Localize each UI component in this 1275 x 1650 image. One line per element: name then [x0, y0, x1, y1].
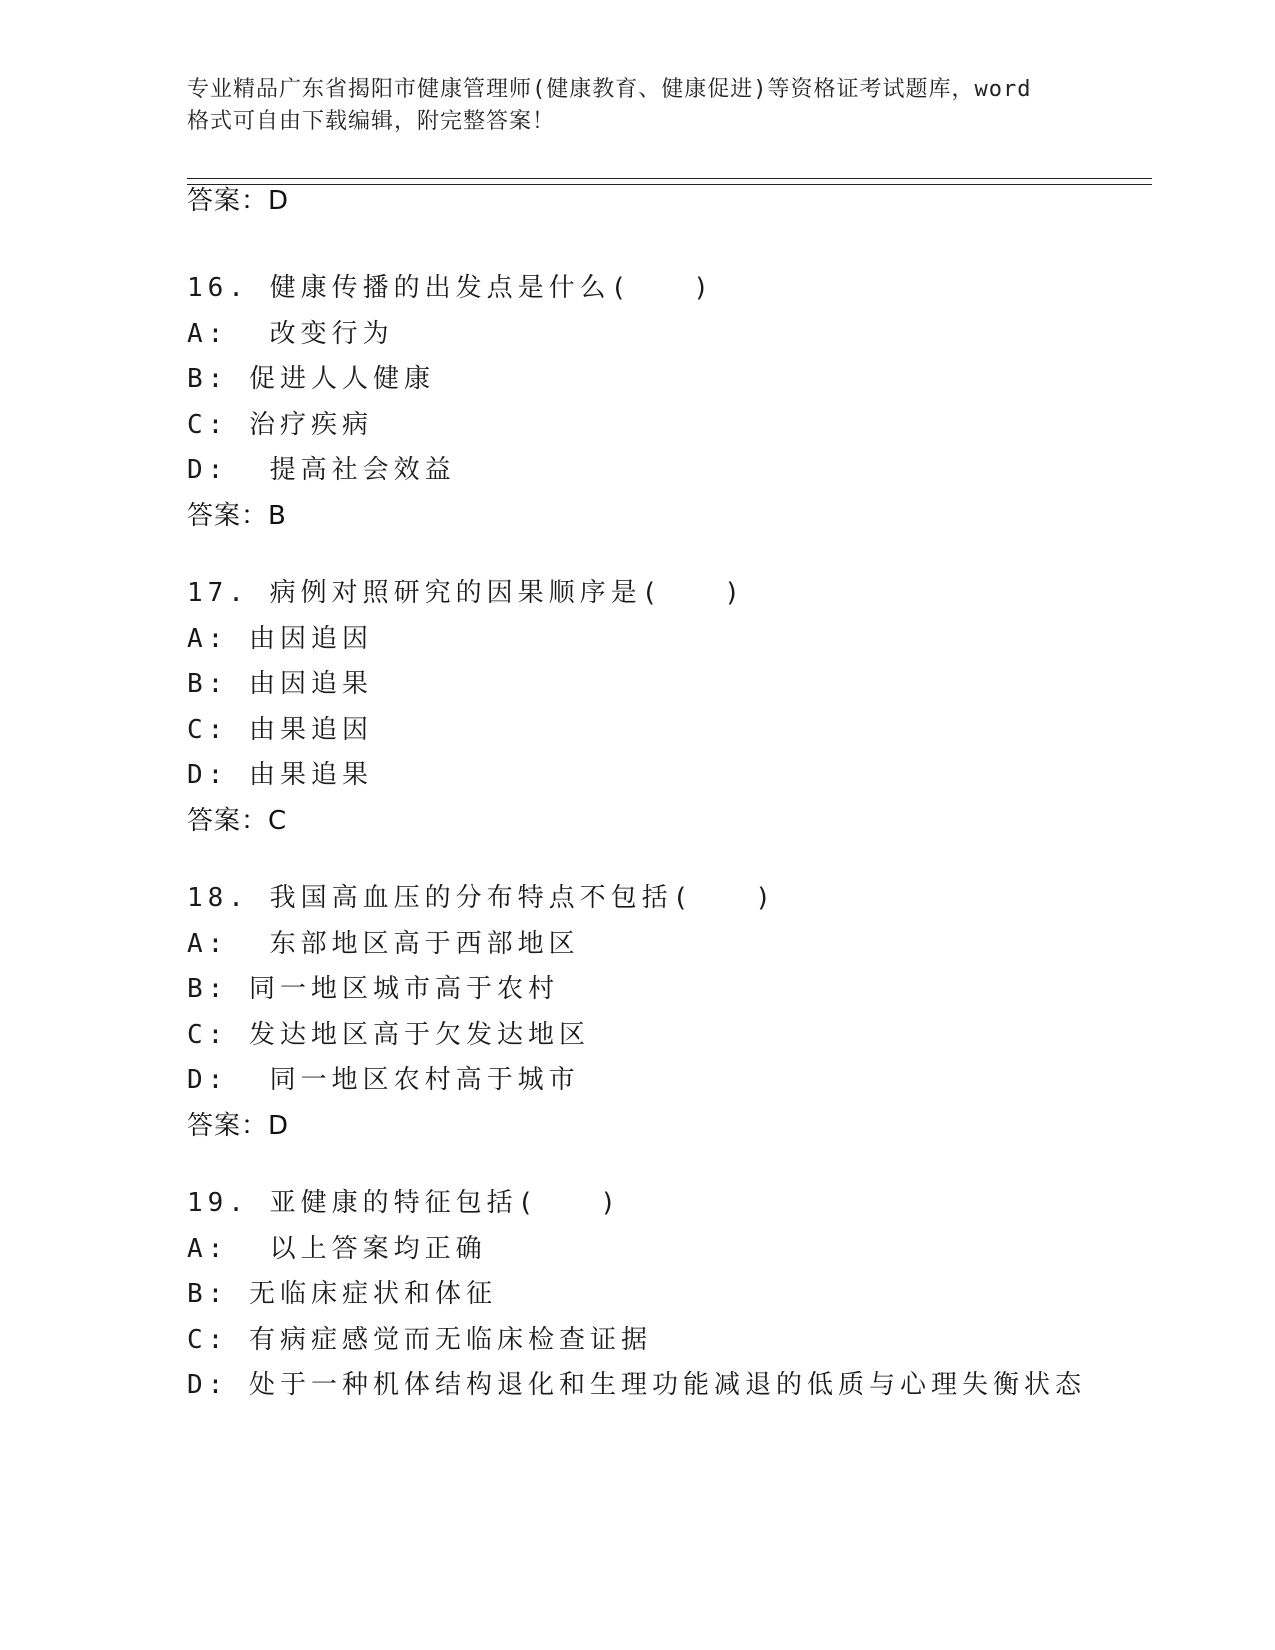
option-b: B: 促进人人健康	[187, 364, 435, 394]
answer: 答案：D	[187, 1110, 290, 1141]
option-c: C: 有病症感觉而无临床检查证据	[187, 1324, 652, 1355]
option-d: D: 提高社会效益	[187, 455, 456, 485]
question-stem: 18. 我国高血压的分布特点不包括( )	[187, 883, 776, 913]
option-a: A: 东部地区高于西部地区	[187, 928, 580, 959]
option-d: D: 处于一种机体结构退化和生理功能减退的低质与心理失衡状态	[187, 1370, 1086, 1400]
option-b: B: 由因追果	[187, 669, 373, 699]
header-line-2: 格式可自由下载编辑，附完整答案！	[187, 109, 556, 134]
question-16	[187, 271, 1187, 533]
question-17	[187, 576, 1187, 838]
option-a: A: 以上答案均正确	[187, 1233, 487, 1264]
question-18	[187, 881, 1187, 1143]
option-d: D: 由果追果	[187, 760, 373, 790]
header-divider	[187, 178, 1152, 185]
option-c: C: 治疗疾病	[187, 409, 373, 440]
option-b: B: 同一地区城市高于农村	[187, 974, 559, 1004]
answer: 答案：B	[187, 500, 287, 531]
option-c: C: 发达地区高于欠发达地区	[187, 1019, 590, 1050]
question-stem: 17. 病例对照研究的因果顺序是( )	[187, 578, 745, 608]
option-d: D: 同一地区农村高于城市	[187, 1065, 580, 1095]
header-line-1: 专业精品广东省揭阳市健康管理师(健康教育、健康促进)等资格证考试题库，word	[187, 77, 1032, 102]
option-b: B: 无临床症状和体征	[187, 1279, 497, 1309]
answer: 答案：C	[187, 805, 288, 836]
document-header	[187, 74, 1092, 138]
question-stem: 16. 健康传播的出发点是什么( )	[187, 273, 714, 303]
option-a: A: 改变行为	[187, 318, 394, 349]
question-stem: 19. 亚健康的特征包括( )	[187, 1188, 621, 1218]
option-a: A: 由因追因	[187, 623, 373, 654]
previous-answer: 答案：D	[187, 186, 290, 216]
option-c: C: 由果追因	[187, 714, 373, 745]
question-19	[187, 1186, 1187, 1414]
